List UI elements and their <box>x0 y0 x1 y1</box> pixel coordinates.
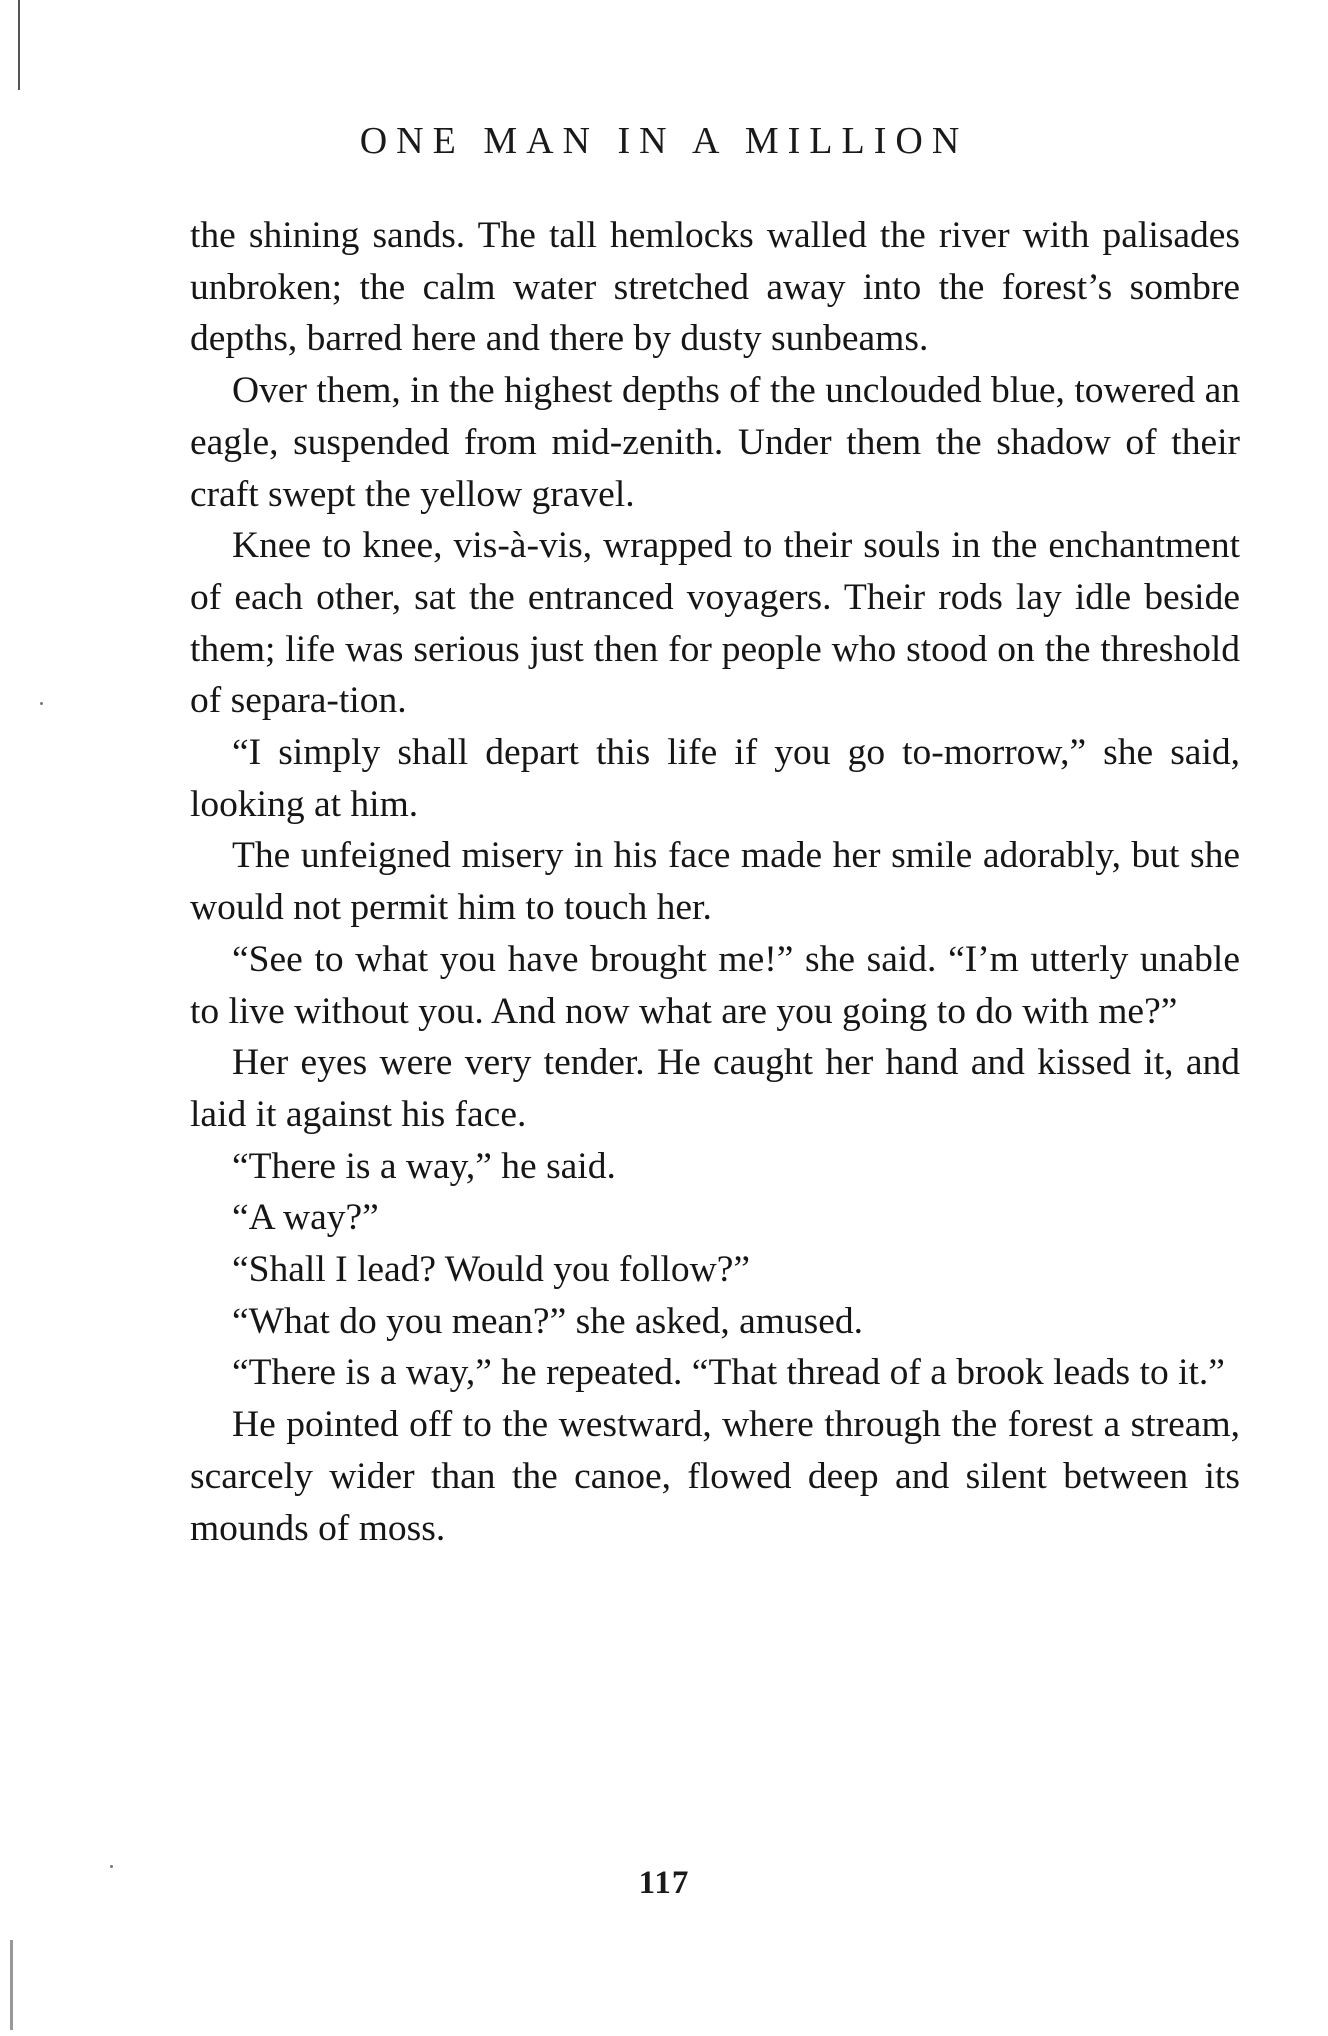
scan-edge-mark <box>10 1940 13 2030</box>
paragraph: Her eyes were very tender. He caught her hand and kissed it, and laid it against his face. <box>190 1042 1240 1135</box>
paragraph: The unfeigned misery in his face made her smile adorably, but she would not permit him to touch her. <box>190 835 1240 929</box>
running-head: ONE MAN IN A MILLION <box>359 120 969 162</box>
body-text <box>190 210 1240 1554</box>
paragraph: “There is a way,” he repeated. “That thread of a brook leads to it.” <box>232 1352 1225 1394</box>
paragraph: “There is a way,” he said. <box>232 1145 616 1187</box>
paragraph: “Shall I lead? Would you follow?” <box>232 1249 751 1291</box>
paragraph: “See to what you have brought me!” she said. “I’m utterly unable to live without you. And now what are you going to do with me?” <box>190 938 1240 1032</box>
paragraph: “What do you mean?” she asked, amused. <box>232 1300 864 1342</box>
paragraph: Knee to knee, vis-à-vis, wrapped to their souls in the enchantment of each other, sat the entranced voyagers. Their rods lay idle beside them; life was serious just then for people who stood on the threshold of separa-tion. <box>190 525 1240 722</box>
paragraph: “I simply shall depart this life if you go to-morrow,” she said, looking at him. <box>190 732 1240 825</box>
paragraph: He pointed off to the westward, where through the forest a stream, scarcely wider than the canoe, flowed deep and silent between its mounds of moss. <box>190 1404 1240 1549</box>
paragraph: “A way?” <box>232 1197 379 1239</box>
page-number: 117 <box>638 1865 690 1901</box>
paragraph: the shining sands. The tall hemlocks walled the river with palisades unbroken; the calm water stretched away into the forest’s sombre depths, barred here and there by dusty sunbeams. <box>190 215 1240 360</box>
paragraph: Over them, in the highest depths of the unclouded blue, towered an eagle, suspended from mid-zenith. Under them the shadow of their craft swept the yellow gravel. <box>190 370 1240 515</box>
scan-edge-mark <box>18 0 20 90</box>
margin-speck <box>40 702 43 705</box>
